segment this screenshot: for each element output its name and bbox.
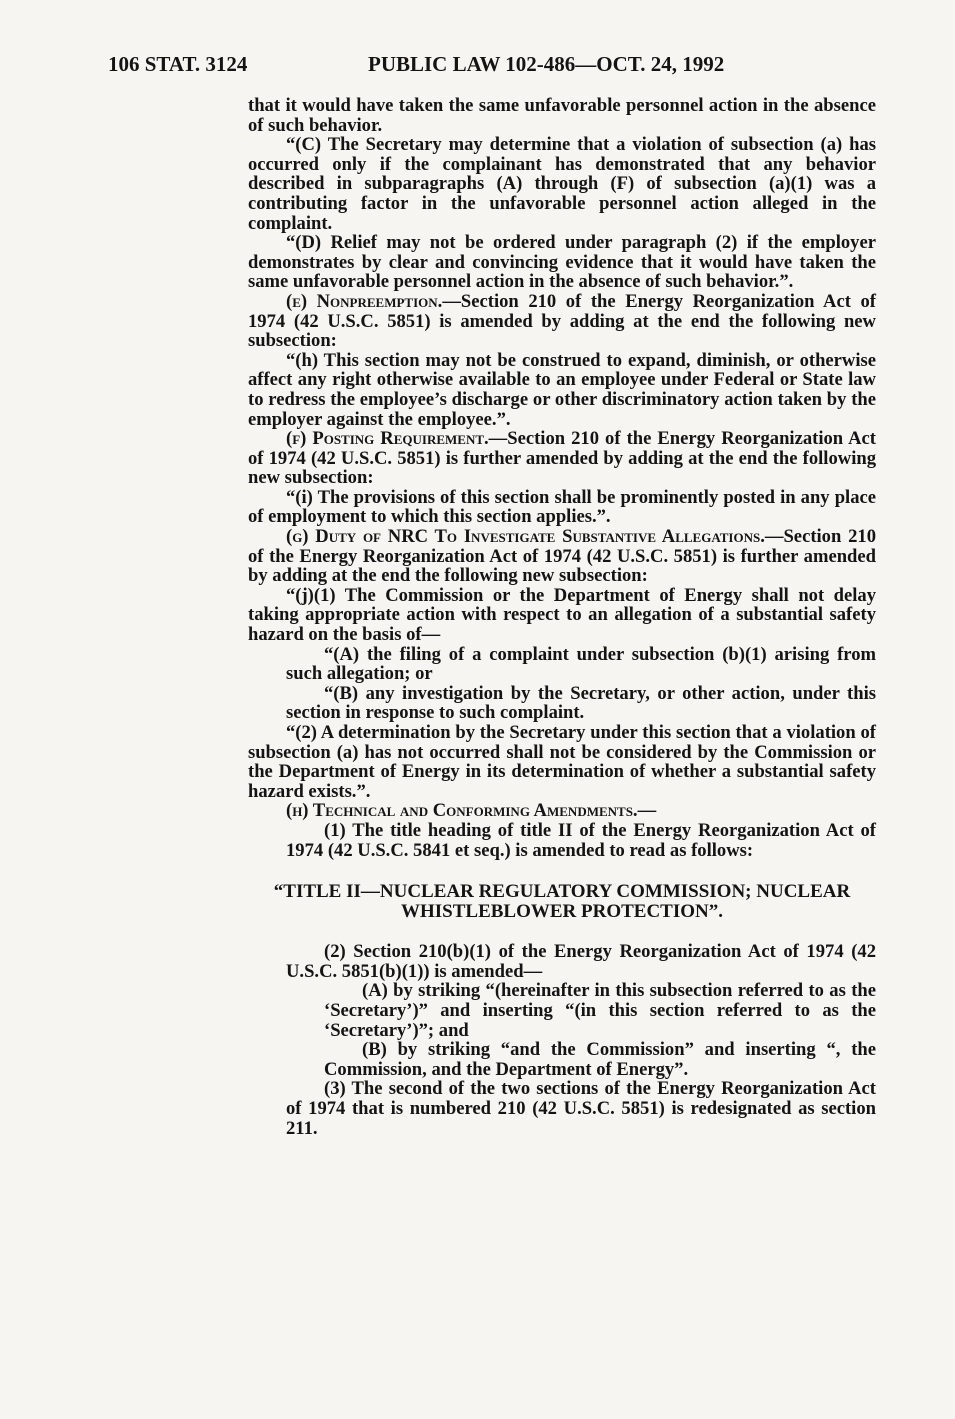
new-subsection-i: “(i) The provisions of this section shall be prominently posted in any place of employment to which this section applies.”.: [248, 486, 876, 528]
clause-a: “(A) the filing of a complaint under subsection (b)(1) arising from such allegation; or: [286, 643, 876, 685]
stat-citation: 106 STAT. 3124: [108, 52, 248, 76]
subsection-f: [248, 429, 876, 488]
subsection-h: [248, 801, 876, 821]
public-law-citation: PUBLIC LAW 102-486—OCT. 24, 1992: [368, 52, 725, 76]
subsection-e: [248, 292, 876, 351]
amendment-2-b: (B) by striking “and the Commission” and inserting “, the Commission, and the Department of Energy”.: [324, 1039, 876, 1080]
title-heading: “TITLE II—NUCLEAR REGULATORY COMMISSION; NUCLEAR WHISTLEBLOWER PROTECTION”.: [273, 881, 851, 923]
page-header: [108, 52, 868, 82]
subsection-g-heading: (g) Duty of NRC To Investigate Substantive Allegations.: [286, 526, 765, 548]
subsection-e-heading: (e) Nonpreemption.: [286, 290, 443, 312]
subsection-f-heading: (f) Posting Requirement.: [286, 428, 489, 450]
paragraph-d: “(D) Relief may not be ordered under paragraph (2) if the employer demonstrates by clear and convincing evidence that it would have taken the same unfavorable personnel action in the absence of such behavior.”.: [248, 232, 876, 293]
continued-paragraph: that it would have taken the same unfavorable personnel action in the absence of such behavior.: [248, 95, 876, 136]
paragraph-c: “(C) The Secretary may determine that a violation of subsection (a) has occurred only if the complainant has demonstrated that any behavior described in subparagraphs (A) through (F) of subsection (a)(1) was a contributing factor in the unfavorable personnel action alleged in the complaint.: [248, 134, 876, 234]
subsection-g: [248, 527, 876, 586]
new-subsection-h: “(h) This section may not be construed to expand, diminish, or otherwise affect any right otherwise available to an employee under Federal or State law to redress the employee’s discharge or other discriminatory action taken by the employer against the employee.”.: [248, 349, 876, 430]
subsection-g-text: —Section 210 of the Energy Reorganization Act of 1974 (42 U.S.C. 5851) is further amended by adding at the end the following new subsection:: [248, 526, 876, 587]
statute-text: [248, 96, 876, 1138]
amendment-1: (1) The title heading of title II of the Energy Reorganization Act of 1974 (42 U.S.C. 5841 et seq.) is amended to read as follows:: [286, 819, 876, 861]
new-subsection-j1: “(j)(1) The Commission or the Department of Energy shall not delay taking appropriate action with respect to an allegation of a substantial safety hazard on the basis of—: [248, 584, 876, 646]
new-subsection-j2: “(2) A determination by the Secretary under this section that a violation of subsection (a) has not occurred shall not be considered by the Commission or the Department of Energy in its determination of whether a substantial safety hazard exists.”.: [248, 722, 876, 802]
subsection-h-heading: (h) Technical and Conforming Amendments.: [286, 800, 638, 822]
amendment-3: (3) The second of the two sections of the Energy Reorganization Act of 1974 that is numbered 210 (42 U.S.C. 5851) is redesignated as section 211.: [286, 1078, 876, 1139]
subsection-e-text: —Section 210 of the Energy Reorganization Act of 1974 (42 U.S.C. 5851) is amended by adding at the end the following new subsection:: [248, 290, 876, 352]
amendment-2-a: (A) by striking “(hereinafter in this subsection referred to as the ‘Secretary’)” and inserting “(in this section referred to as the ‘Secretary’)”; and: [324, 980, 876, 1041]
clause-b: “(B) any investigation by the Secretary, or other action, under this section in response to such complaint.: [286, 682, 876, 724]
subsection-f-text: —Section 210 of the Energy Reorganization Act of 1974 (42 U.S.C. 5851) is further amended by adding at the end the following new subsection:: [248, 428, 876, 489]
subsection-h-text: —: [637, 800, 657, 822]
amendment-2: (2) Section 210(b)(1) of the Energy Reorganization Act of 1974 (42 U.S.C. 5851(b)(1)) is amended—: [286, 941, 876, 982]
